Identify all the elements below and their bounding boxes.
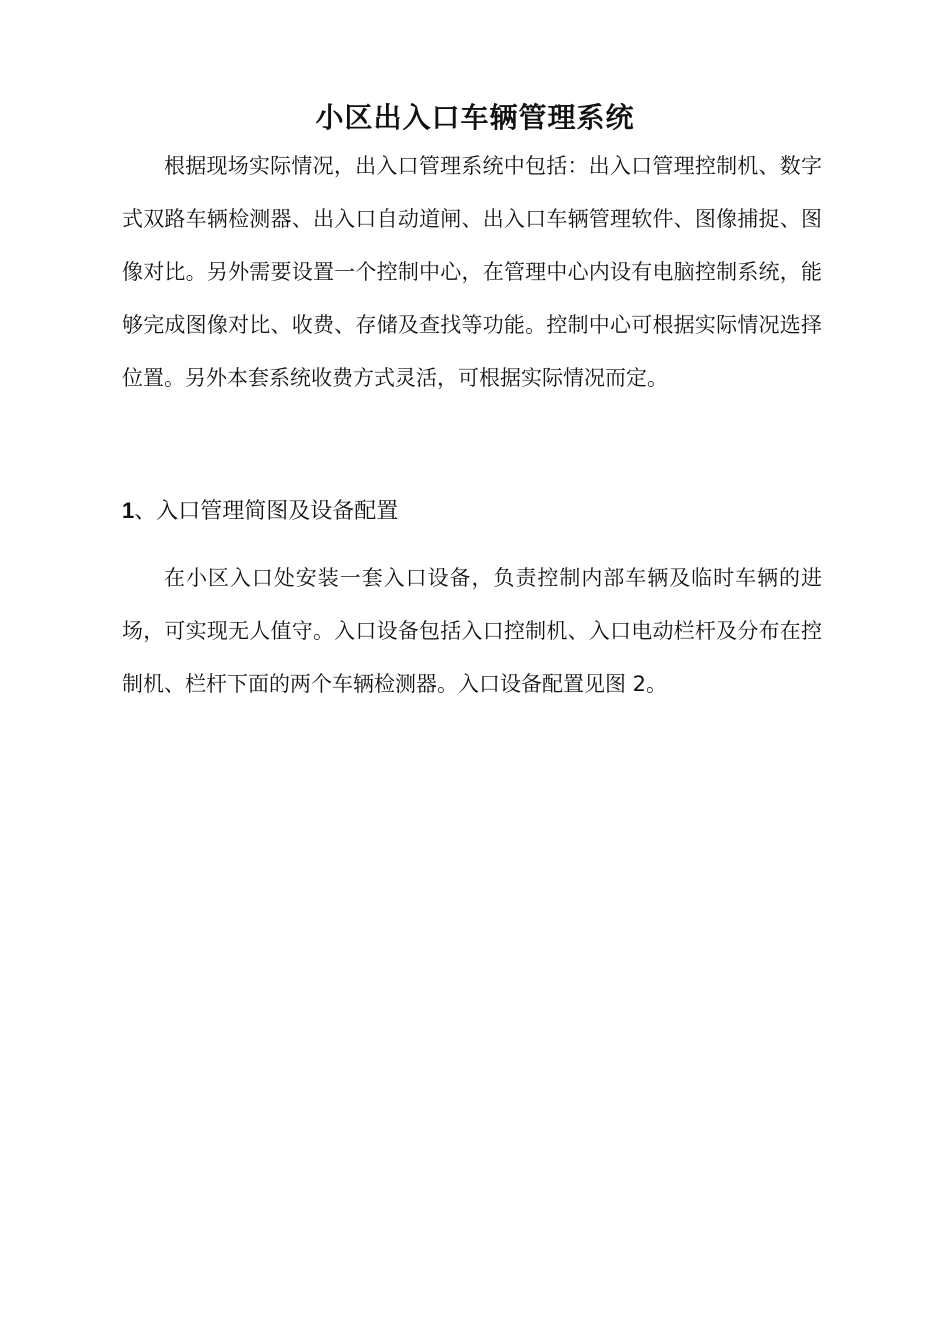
document-title: 小区出入口车辆管理系统 [315,101,635,134]
section-number: 1 [122,498,135,523]
section-heading-text: 、入口管理简图及设备配置 [134,499,399,524]
intro-paragraph: 根据现场实际情况，出入口管理系统中包括：出入口管理控制机、数字式双路车辆检测器、出入口自动道闸、出入口车辆管理软件、图像捕捉、图像对比。另外需要设置一个控制中心，在管理中心内设有电脑控制系统，能够完成图像对比、收费、存储及查找等功能。控制中心可根据实际情况选择位置。另外本套系统收费方式灵活，可根据实际情况而定。 [122,154,822,390]
section-heading [122,490,822,533]
entry-paragraph: 在小区入口处安装一套入口设备，负责控制内部车辆及临时车辆的进场，可实现无人值守。入口设备包括入口控制机、入口电动栏杆及分布在控制机、栏杆下面的两个车辆检测器。入口设备配置见图 2。 [122,566,822,696]
